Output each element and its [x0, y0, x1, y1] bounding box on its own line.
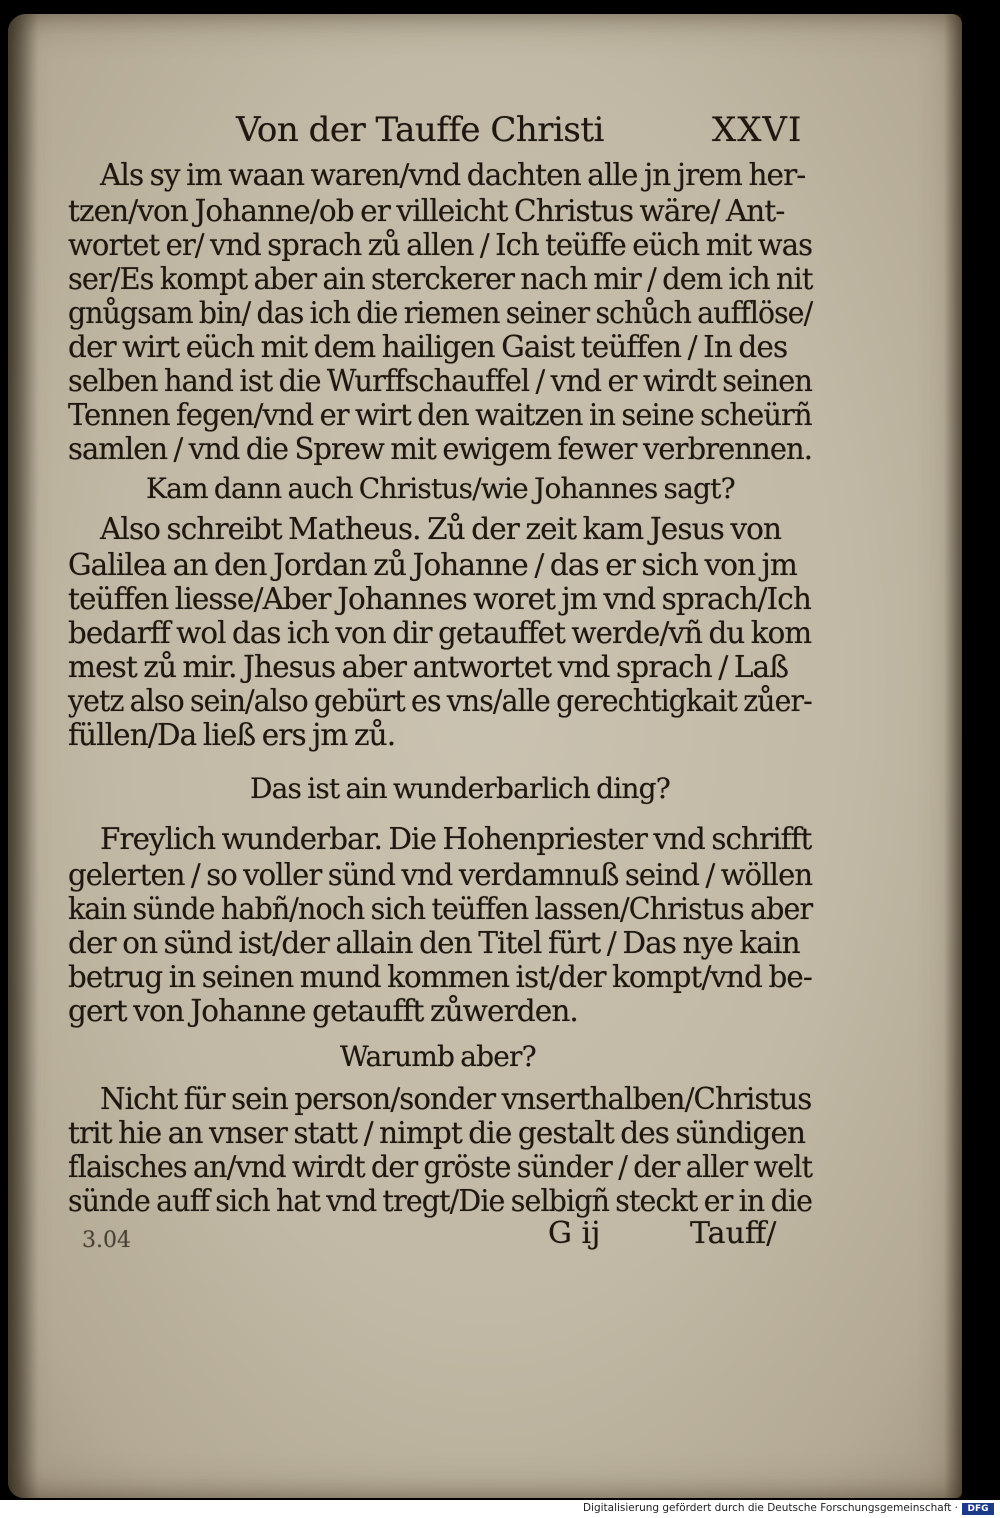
body-line: gnůgsam bin/ das ich die riemen seiner schůch aufflöse/ — [68, 296, 813, 330]
body-line: selben hand ist die Wurffschauffel / vnd er wirdt seinen — [68, 364, 813, 398]
body-line: der wirt eüch mit dem hailigen Gaist teüffen / In des — [68, 330, 788, 364]
body-line: bedarff wol das ich von dir getauffet werde/vñ du kom — [68, 616, 812, 650]
body-line: Also schreibt Matheus. Zů der zeit kam Jesus von — [100, 512, 782, 546]
body-line: tzen/von Johanne/ob er villeicht Christus wäre/ Ant- — [68, 194, 785, 228]
page-edge-shadow — [944, 14, 962, 1498]
body-line: yetz also sein/also gebürt es vns/alle gerechtigkait zůer- — [68, 684, 812, 718]
question-heading: Das ist ain wunderbarlich ding? — [250, 772, 670, 805]
catchword: Tauff/ — [690, 1216, 777, 1251]
question-heading: Kam dann auch Christus/wie Johannes sagt? — [146, 472, 735, 505]
body-line: samlen / vnd die Sprew mit ewigem fewer verbrennen. — [68, 432, 813, 466]
dfg-logo: DFG — [962, 1503, 994, 1515]
body-line: Als sy im waan waren/vnd dachten alle jn jrem her- — [100, 158, 806, 192]
body-line: füllen/Da ließ ers jm zů. — [68, 718, 396, 752]
faint-mark: 3.04 — [82, 1228, 131, 1253]
body-line: gelerten / so voller sünd vnd verdamnuß seind / wöllen — [68, 858, 813, 892]
body-line: Nicht für sein person/sonder vnserthalben/Christus — [100, 1082, 812, 1116]
running-title: Von der Tauffe Christi — [236, 110, 604, 150]
body-line: betrug in seinen mund kommen ist/der kompt/vnd be- — [68, 960, 812, 994]
body-line: teüffen liesse/Aber Johannes woret jm vnd sprach/Ich — [68, 582, 812, 616]
folio-number: XXVI — [712, 110, 803, 150]
body-line: Tennen fegen/vnd er wirt den waitzen in seine scheürñ — [68, 398, 812, 432]
body-line: mest zů mir. Jhesus aber antwortet vnd sprach / Laß — [68, 650, 789, 684]
body-line: sünde auff sich hat vnd tregt/Die selbigñ steckt er in die — [68, 1184, 813, 1218]
funding-credit: Digitalisierung gefördert durch die Deutsche Forschungsgemeinschaft · — [582, 1502, 958, 1514]
body-line: gert von Johanne getaufft zůwerden. — [68, 994, 578, 1028]
body-line: trit hie an vnser statt / nimpt die gestalt des sündigen — [68, 1116, 806, 1150]
body-line: Galilea an den Jordan zů Johanne / das er sich von jm — [68, 548, 797, 582]
page-gutter-shadow — [8, 14, 38, 1498]
body-line: kain sünde habñ/noch sich teüffen lassen/Christus aber — [68, 892, 813, 926]
signature-mark: G ij — [548, 1216, 601, 1251]
body-line: flaisches an/vnd wirdt der gröste sünder / der aller welt — [68, 1150, 813, 1184]
body-line: ser/Es kompt aber ain sterckerer nach mir / dem ich nit — [68, 262, 813, 296]
question-heading: Warumb aber? — [340, 1040, 536, 1073]
body-line: der on sünd ist/der allain den Titel fürt / Das nye kain — [68, 926, 800, 960]
body-line: wortet er/ vnd sprach zů allen / Ich teüffe eüch mit was — [68, 228, 813, 262]
body-line: Freylich wunderbar. Die Hohenpriester vnd schrifft — [100, 822, 812, 856]
